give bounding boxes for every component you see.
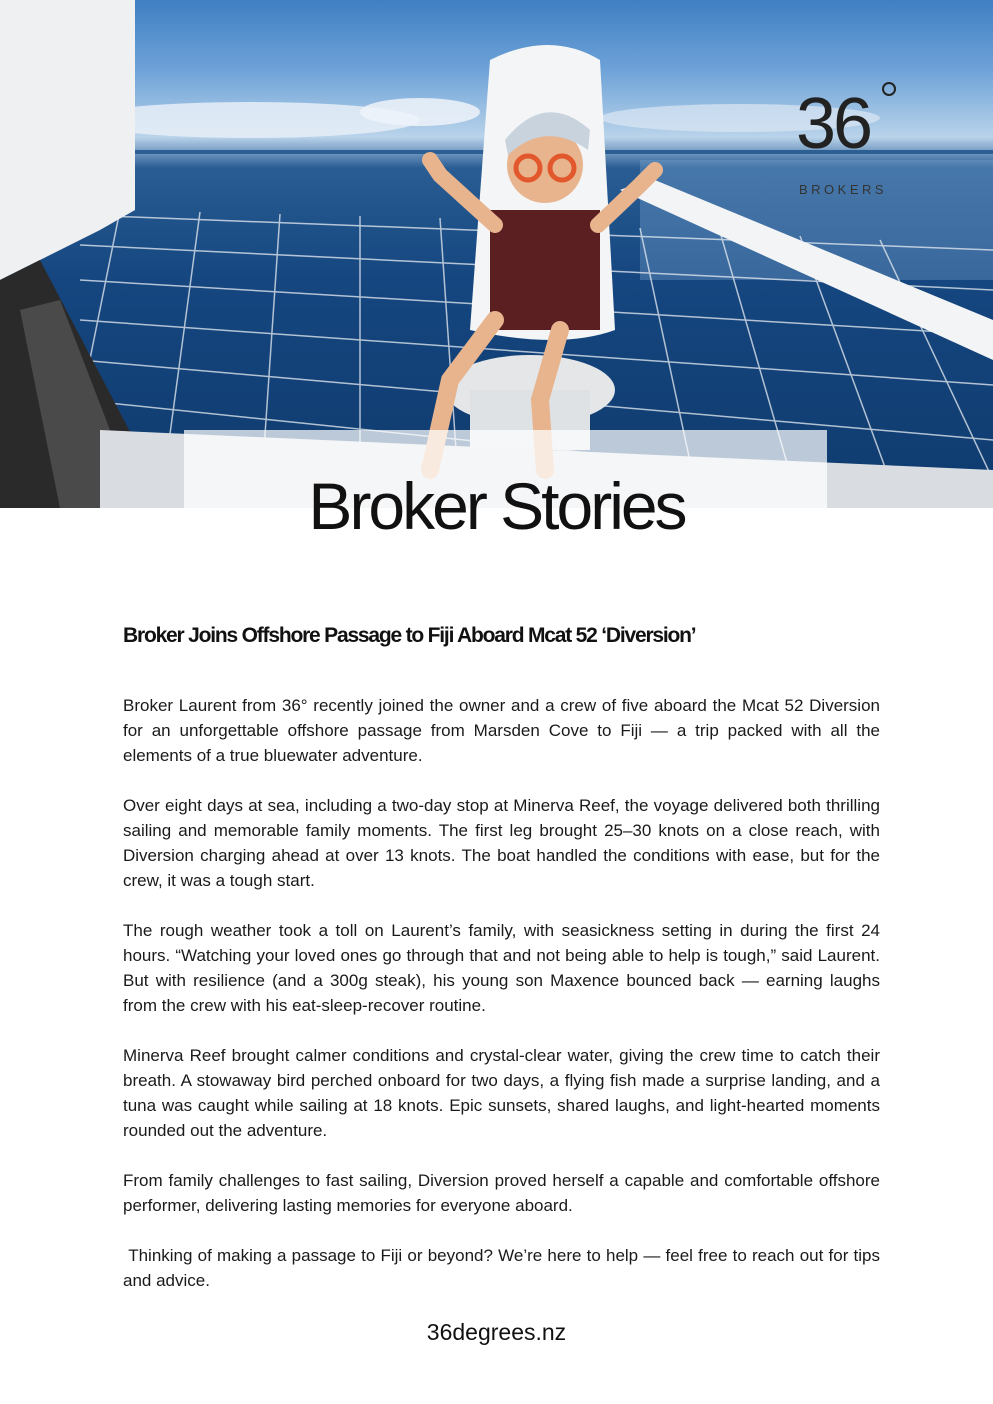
article-paragraph: The rough weather took a toll on Laurent’s family, with seasickness setting in during the first 24 hours. “Watching your loved ones go through that and not being able to help is tough,” said Laurent. But with resilience (and a 300g steak), his young son Maxence bounced back — earning laughs from the crew with his eat-sleep-recover routine.: [123, 921, 880, 1016]
article-paragraph: Broker Laurent from 36° recently joined the owner and a crew of five aboard the Mcat 52 Diversion for an unforgettable offshore passage from Marsden Cove to Fiji — a trip packed with all the elements of a true bluewater adventure.: [123, 696, 880, 766]
brand-logo: [790, 84, 910, 208]
article-paragraph: From family challenges to fast sailing, Diversion proved herself a capable and comfortable offshore performer, delivering lasting memories for everyone aboard.: [123, 1171, 880, 1216]
child-torso: [490, 210, 600, 330]
cloud: [360, 98, 480, 126]
article-paragraph: Over eight days at sea, including a two-day stop at Minerva Reef, the voyage delivered both thrilling sailing and memorable family moments. The first leg brought 25–30 knots on a close reach, with Diversion charging ahead at over 13 knots. The boat handled the conditions with ease, but for the crew, it was a tough start.: [123, 796, 880, 891]
article-headline: Broker Joins Offshore Passage to Fiji Aboard Mcat 52 ‘Diversion’: [123, 624, 696, 647]
article-paragraph: Thinking of making a passage to Fiji or beyond? We’re here to help — feel free to reach out for tips and advice.: [123, 1246, 885, 1291]
logo-subtitle: BROKERS: [799, 182, 888, 197]
logo-number: 36: [796, 84, 871, 164]
degree-symbol-icon: [882, 82, 896, 96]
article: [123, 622, 885, 1318]
article-paragraph: Minerva Reef brought calmer conditions and crystal-clear water, giving the crew time to catch their breath. A stowaway bird perched onboard for two days, a flying fish made a surprise landing, and a tuna was caught while sailing at 18 knots. Epic sunsets, shared laughs, and light-hearted moments rounded out the adventure.: [123, 1046, 880, 1141]
page-title: Broker Stories: [308, 469, 685, 543]
website-link[interactable]: 36degrees.nz: [426, 1319, 567, 1345]
